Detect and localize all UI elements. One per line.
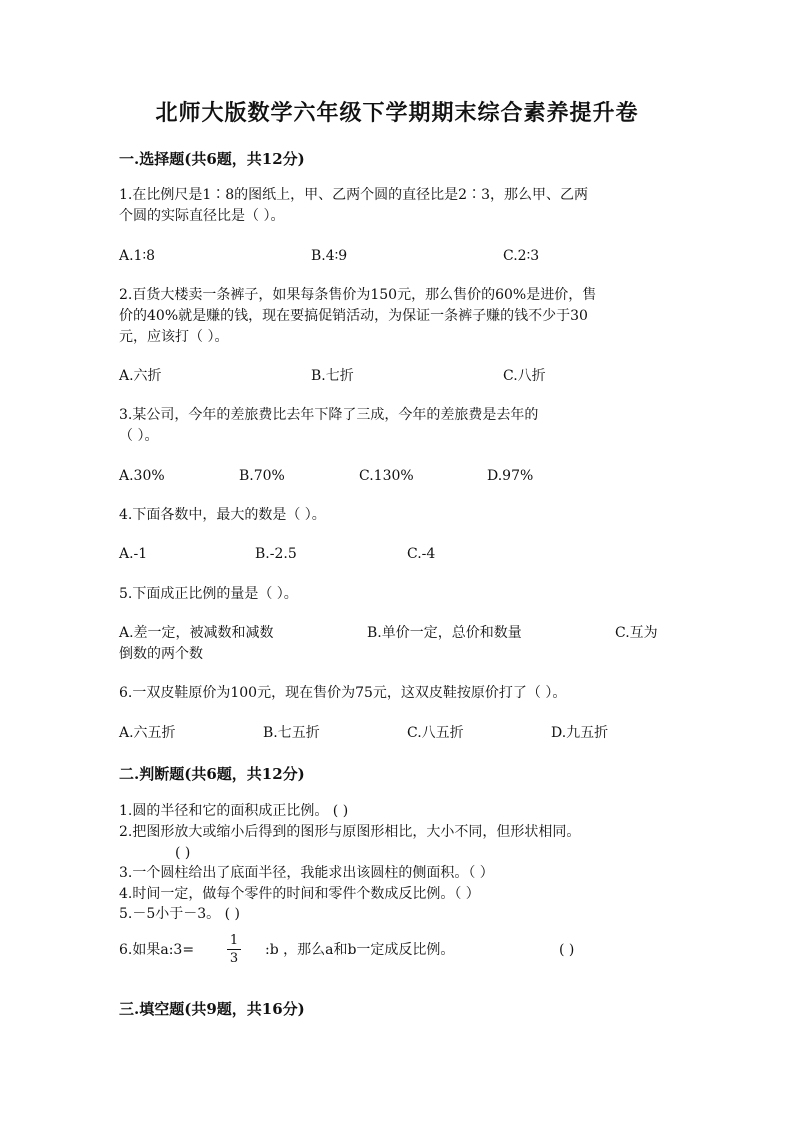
question-5-line-1: 5.下面成正比例的量是（ ）。 xyxy=(119,586,298,602)
judge-4: 4.时间一定，做每个零件的时间和零件个数成反比例。（ ） xyxy=(119,886,480,902)
judge-3: 3.一个圆柱给出了底面半径，我能求出该圆柱的侧面积。（ ） xyxy=(119,865,494,881)
question-3-line-2: （ ）。 xyxy=(119,428,159,444)
question-6-option-a: A.六五折 xyxy=(119,725,176,741)
judge-2-answer-paren: ( ) xyxy=(175,845,191,861)
judge-5: 5.－5小于－3。 ( ) xyxy=(119,906,240,922)
fraction-numerator: 1 xyxy=(229,933,239,948)
question-6-line-1: 6.一双皮鞋原价为100元，现在售价为75元，这双皮鞋按原价打了（ ）。 xyxy=(119,685,567,701)
question-6-option-b: B.七五折 xyxy=(263,725,320,741)
judge-6-suffix: :b ，那么a和b一定成反比例。 xyxy=(265,942,455,958)
question-2-option-b: B.七折 xyxy=(311,368,354,384)
question-1-line-2: 个圆的实际直径比是（ ）。 xyxy=(119,208,285,224)
page-title: 北师大版数学六年级下学期期末综合素养提升卷 xyxy=(155,100,639,126)
question-3-option-b: B.70% xyxy=(239,468,285,484)
question-4-option-b: B.-2.5 xyxy=(255,546,297,562)
fraction-bar xyxy=(227,949,241,950)
question-5-option-c: C.互为 xyxy=(615,625,658,641)
judge-2-line-1: 2.把图形放大或缩小后得到的图形与原图形相比，大小不同，但形状相同。 xyxy=(119,824,581,840)
question-2-line-2: 价的40%就是赚的钱，现在要搞促销活动，为保证一条裤子赚的钱不少于30 xyxy=(119,308,588,324)
judge-6-prefix: 6.如果a:3= xyxy=(119,942,195,958)
question-2-line-3: 元，应该打（ ）。 xyxy=(119,329,229,345)
question-3-line-1: 3.某公司，今年的差旅费比去年下降了三成，今年的差旅费是去年的 xyxy=(119,407,539,423)
question-1-option-c: C.2∶3 xyxy=(503,248,540,264)
section-heading-fill: 三.填空题(共9题，共16分) xyxy=(119,1000,305,1018)
section-heading-judge: 二.判断题(共6题，共12分) xyxy=(119,765,305,783)
judge-6-fraction xyxy=(227,933,241,966)
question-3-option-c: C.130% xyxy=(359,468,414,484)
judge-6-answer-paren: ( ) xyxy=(559,942,575,958)
question-6-option-c: C.八五折 xyxy=(407,725,464,741)
question-3-option-a: A.30% xyxy=(119,468,165,484)
question-1-option-b: B.4∶9 xyxy=(311,248,348,264)
question-5-option-a: A.差一定，被减数和减数 xyxy=(119,625,274,641)
question-1-option-a: A.1∶8 xyxy=(119,248,156,264)
question-4-line-1: 4.下面各数中，最大的数是（ ）。 xyxy=(119,507,326,523)
question-4-option-c: C.-4 xyxy=(407,546,436,562)
question-5-option-b: B.单价一定，总价和数量 xyxy=(367,625,522,641)
question-3-option-d: D.97% xyxy=(487,468,534,484)
question-2-option-a: A.六折 xyxy=(119,368,162,384)
question-2-line-1: 2.百货大楼卖一条裤子，如果每条售价为150元，那么售价的60%是进价，售 xyxy=(119,287,597,303)
question-4-option-a: A.-1 xyxy=(119,546,148,562)
fraction-denominator: 3 xyxy=(229,951,239,966)
section-heading-choice: 一.选择题(共6题，共12分) xyxy=(119,150,305,168)
question-5-option-c-continued: 倒数的两个数 xyxy=(119,646,203,662)
question-6-option-d: D.九五折 xyxy=(551,725,609,741)
question-2-option-c: C.八折 xyxy=(503,368,546,384)
judge-1: 1.圆的半径和它的面积成正比例。 ( ) xyxy=(119,803,349,819)
question-1-line-1: 1.在比例尺是1∶8的图纸上，甲、乙两个圆的直径比是2∶3，那么甲、乙两 xyxy=(119,187,588,203)
